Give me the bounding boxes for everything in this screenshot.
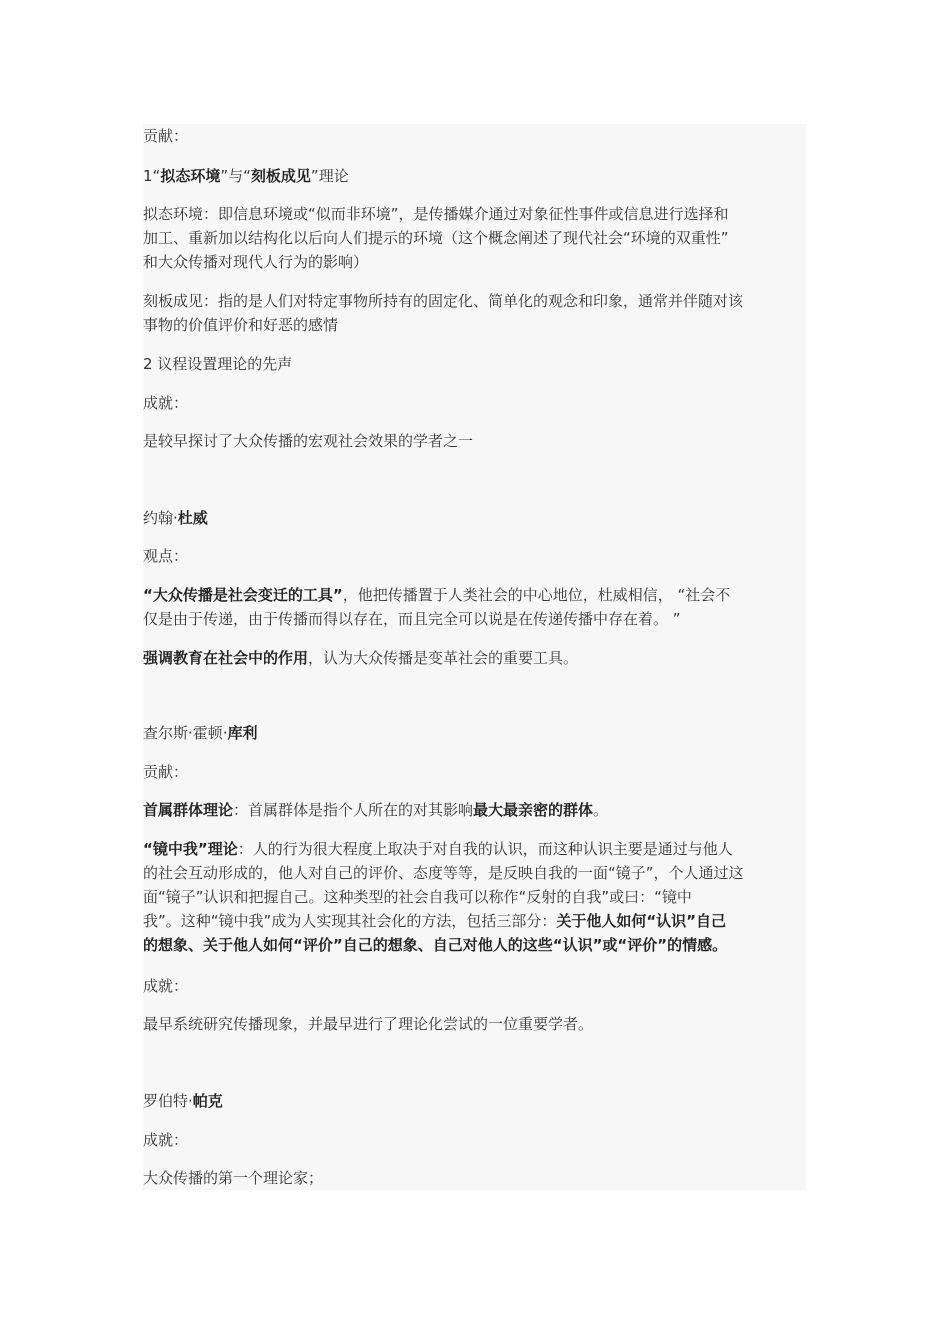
text-line: 和大众传播对现代人行为的影响）: [143, 253, 369, 271]
viewpoint-label: 观点：: [143, 547, 189, 565]
scholar-name-dewey: 约翰·杜威: [143, 509, 208, 527]
achievement-label: 成就：: [143, 1131, 189, 1149]
scholar-name-park: 罗伯特·帕克: [143, 1092, 223, 1110]
contribution-heading: 贡献：: [143, 127, 189, 145]
text-line: 面“镜子”认识和把握自己。这种类型的社会自我可以称作“反射的自我”或曰：“镜中: [143, 888, 692, 906]
contribution-label: 贡献：: [143, 763, 189, 781]
text-line: “大众传播是社会变迁的工具”，他把传播置于人类社会的中心地位，杜威相信， “社会不: [143, 586, 731, 604]
text-line: 的社会互动形成的，他人对自己的评价、态度等等，是反映自我的一面“镜子”，个人通过这: [143, 864, 744, 882]
text-line: 加工、重新加以结构化以后向人们提示的环境（这个概念阐述了现代社会“环境的双重性”: [143, 229, 729, 247]
dewey-education: 强调教育在社会中的作用，认为大众传播是变革社会的重要工具。: [143, 649, 579, 667]
document-content: [143, 124, 806, 1190]
theory-item-1: 1“拟态环境”与“刻板成见”理论: [143, 167, 349, 185]
achievement-text: 是较早探讨了大众传播的宏观社会效果的学者之一: [143, 432, 474, 450]
text-line: 刻板成见：指的是人们对特定事物所持有的固定化、简单化的观念和印象，通常并伴随对该: [143, 292, 744, 310]
text-line: 的想象、关于他人如何“评价”自己的想象、自己对他人的这些“认识”或“评价”的情感。: [143, 936, 728, 954]
text-line: 我”。这种“镜中我”成为人实现其社会化的方法，包括三部分：关于他人如何“认识”自己: [143, 912, 727, 930]
text-line: 事物的价值评价和好恶的感情: [143, 316, 339, 334]
text-line: 拟态环境：即信息环境或“似而非环境”，是传播媒介通过对象征性事件或信息进行选择和: [143, 205, 729, 223]
achievement-text: 最早系统研究传播现象，并最早进行了理论化尝试的一位重要学者。: [143, 1015, 594, 1033]
achievement-text: 大众传播的第一个理论家；: [143, 1169, 324, 1187]
text-line: “镜中我”理论：人的行为很大程度上取决于对自我的认识，而这种认识主要是通过与他人: [143, 840, 733, 858]
primary-group-theory: 首属群体理论：首属群体是指个人所在的对其影响最大最亲密的群体。: [143, 801, 609, 819]
text-line: 仅是由于传递，由于传播而得以存在，而且完全可以说是在传递传播中存在着。 ”: [143, 610, 681, 628]
scholar-name-cooley: 查尔斯·霍顿·库利: [143, 724, 258, 742]
achievement-label: 成就：: [143, 394, 189, 412]
achievement-label: 成就：: [143, 977, 189, 995]
theory-item-2: 2 议程设置理论的先声: [143, 355, 293, 373]
